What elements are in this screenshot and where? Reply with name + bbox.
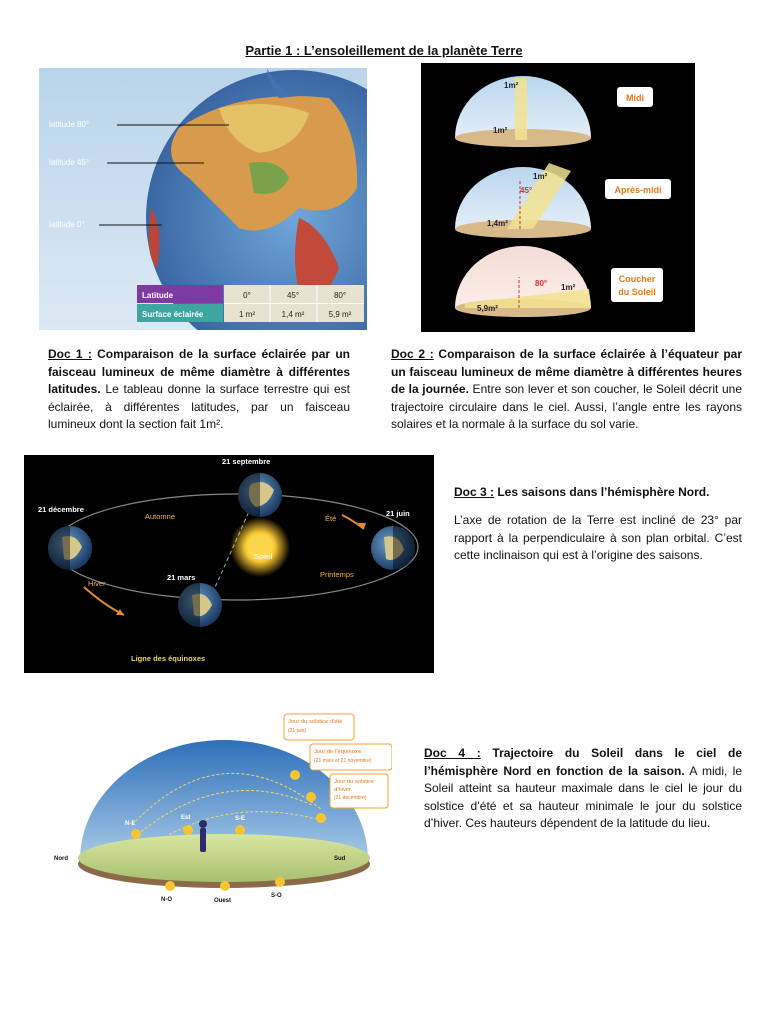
label-ete: Été bbox=[325, 514, 337, 523]
table-cell: 45° bbox=[286, 291, 300, 300]
label-21-mars: 21 mars bbox=[167, 573, 196, 582]
dome1-bottom-label: 1m² bbox=[493, 126, 508, 135]
table-cell: 1 m² bbox=[239, 310, 255, 319]
tag-midi: Midi bbox=[626, 93, 644, 103]
lat45-label: latitude 45° bbox=[49, 158, 90, 167]
dome3-angle-label: 80° bbox=[535, 279, 548, 288]
page-title: Partie 1 : L’ensoleillement de la planète Terre bbox=[245, 43, 523, 58]
doc3-caption-title bbox=[454, 484, 742, 502]
doc2-bold-text: Comparaison de la surface éclairée à l’équateur par un faisceau lumineux de même diamètre à différentes heures de la journée. bbox=[391, 347, 742, 396]
tag-coucher-line2: du Soleil bbox=[618, 287, 656, 297]
bubble-solstice-ete: Jour du solstice d’été bbox=[288, 719, 343, 725]
label-21-decembre: 21 décembre bbox=[38, 505, 84, 514]
dome3-top-label: 1m² bbox=[561, 283, 576, 292]
dir-ouest: Ouest bbox=[214, 898, 232, 904]
dir-sud: Sud bbox=[334, 856, 346, 862]
table-header-surface: Surface éclairée bbox=[142, 310, 204, 319]
doc2-domes-figure bbox=[421, 63, 695, 332]
tag-apres-midi: Après-midi bbox=[614, 185, 662, 195]
label-printemps: Printemps bbox=[320, 570, 354, 579]
label-soleil: Soleil bbox=[254, 552, 273, 561]
doc1-globe-figure bbox=[39, 68, 367, 330]
dir-nord: Nord bbox=[54, 856, 68, 862]
doc3-caption-body: L’axe de rotation de la Terre est incliné de 23° par rapport à la perpendiculaire à son plan orbital. C’est cette inclinaison qui est à l’origine des saisons. bbox=[454, 513, 742, 562]
dir-ne: N-E bbox=[125, 821, 136, 827]
dir-no: N-O bbox=[161, 897, 172, 903]
doc2-body-text: Entre son lever et son coucher, le Soleil décrit une trajectoire circulaire dans le ciel. Aussi, l’angle entre les rayons solaires et la normale à la surface du sol varie. bbox=[391, 382, 742, 431]
doc2-caption bbox=[391, 346, 742, 434]
table-cell: 5,9 m² bbox=[328, 310, 352, 319]
tag-coucher-line1: Coucher bbox=[618, 274, 656, 284]
doc4-body-text: A midi, le Soleil atteint sa hauteur maximale dans le ciel le jour du solstice d’été et sa hauteur minimale le jour du solstice d’hiver. Ces hauteurs dépendent de la latitude du lieu. bbox=[424, 763, 743, 830]
dome2-bottom-label: 1,4m² bbox=[487, 219, 508, 228]
doc4-label: Doc 4 : bbox=[424, 746, 481, 760]
dir-est: Est bbox=[181, 815, 191, 821]
bubble-equinoxe-date: (21 mars et 21 novembre) bbox=[314, 758, 372, 764]
lat0-label: latitude 0° bbox=[49, 220, 85, 229]
label-21-septembre: 21 septembre bbox=[222, 457, 271, 466]
label-hiver: Hiver bbox=[88, 579, 106, 588]
dome2-angle-label: 45° bbox=[520, 186, 533, 195]
doc1-caption bbox=[48, 346, 350, 434]
doc1-body-text: Le tableau donne la surface terrestre qui est éclairée, à différentes latitudes, par un faisceau lumineux dont la section fait 1m². bbox=[48, 382, 350, 431]
lat80-label: latitude 80° bbox=[49, 120, 90, 129]
dome1-top-label: 1m² bbox=[504, 81, 519, 90]
table-cell: 80° bbox=[333, 291, 347, 300]
bubble-equinoxe: Jour de l’équinoxe bbox=[314, 749, 362, 755]
doc4-bold-text: Trajectoire du Soleil dans le ciel de l’hémisphère Nord en fonction de la saison. bbox=[424, 746, 742, 778]
dome2-top-label: 1m² bbox=[533, 172, 548, 181]
bubble-solstice-hiver-2: d’hiver bbox=[334, 787, 352, 793]
doc1-label: Doc 1 : bbox=[48, 347, 92, 361]
table-cell: 0° bbox=[243, 291, 251, 300]
doc3-orbit-figure bbox=[24, 455, 434, 673]
label-ligne-equinoxes: Ligne des équinoxes bbox=[131, 654, 206, 663]
table-cell: 1,4 m² bbox=[281, 310, 305, 319]
table-header-latitude: Latitude bbox=[142, 291, 174, 300]
dir-so: S-O bbox=[271, 893, 282, 899]
doc3-label: Doc 3 : bbox=[454, 485, 495, 499]
doc2-label: Doc 2 : bbox=[391, 347, 434, 361]
doc4-sky-figure bbox=[52, 710, 392, 910]
dir-se: S-E bbox=[235, 816, 246, 822]
bubble-solstice-hiver-date: (21 décembre) bbox=[334, 795, 367, 801]
doc4-caption bbox=[424, 745, 742, 833]
doc3-bold-text: Les saisons dans l’hémisphère Nord. bbox=[494, 485, 710, 499]
bubble-solstice-hiver-1: Jour du solstice bbox=[334, 779, 375, 785]
dome3-bottom-label: 5,9m² bbox=[477, 304, 498, 313]
label-21-juin: 21 juin bbox=[386, 509, 410, 518]
label-automne: Automne bbox=[145, 512, 176, 521]
bubble-solstice-ete-date: (21 juin) bbox=[288, 728, 307, 734]
doc1-bold-text: Comparaison de la surface éclairée par un faisceau lumineux de même diamètre à différentes latitudes. bbox=[48, 347, 350, 396]
